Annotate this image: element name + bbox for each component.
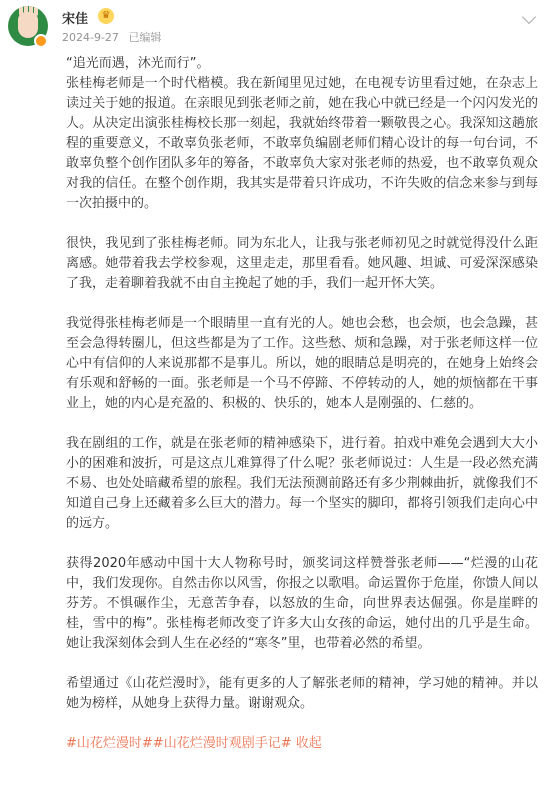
post-header	[0, 0, 550, 50]
post-paragraph: 张桂梅老师是一个时代楷模。我在新闻里见过她，在电视专访里看过她，在杂志上读过关于她的报道。在亲眼见到张老师之前，她在我心中就已经是一个闪闪发光的人。从决定出演张桂梅校长那一刻起，我就始终带着一颗敬畏之心。我深知这趟旅程的重要意义，不敢辜负张老师，不敢辜负编剧老师们精心设计的每一句台词，不敢辜负整个创作团队多年的筹备，不敢辜负大家对张老师的热爱，也不敢辜负观众对我的信任。在整个创作期，我其实是带着只许成功，不许失败的信念来参与到每一次拍摄中的。	[66, 76, 538, 211]
post-date: 2024-9-27	[62, 31, 119, 44]
post-paragraph: 希望通过《山花烂漫时》，能有更多的人了解张老师的精神，学习她的精神。并以她为榜样，从她身上获得力量。谢谢观众。	[66, 676, 538, 711]
post-paragraph: 很快，我见到了张桂梅老师。同为东北人，让我与张老师初见之时就觉得没什么距离感。她带着我去学校参观，这里走走，那里看看。她风趣、坦诚、可爱深深感染了我，走着聊着我就不由自主挽起了她的手，我们一起开怀大笑。	[66, 236, 538, 291]
post-paragraph: 获得2020年感动中国十大人物称号时，颁奖词这样赞誉张老师——“烂漫的山花中，我们发现你。自然击你以风雪，你报之以歌唱。命运置你于危崖，你馈人间以芬芳。不惧碾作尘，无意苦争春，以怒放的生命，向世界表达倔强。你是崖畔的桂，雪中的梅”。张桂梅老师改变了许多大山女孩的命运，她付出的几乎是生命。她让我深刻体会到人生在必经的“寒冬”里，也带着必然的希望。	[66, 556, 538, 651]
hashtag-link[interactable]: #山花烂漫时观剧手记#	[152, 736, 292, 751]
post-body	[66, 54, 538, 754]
post-paragraph: 我在剧组的工作，就是在张老师的精神感染下，进行着。拍戏中难免会遇到大大小小的困难和波折，可是这点儿难算得了什么呢？张老师说过：人生是一段必然充满不易、也处处暗藏希望的旅程。我们无法预测前路还有多少荆棘曲折，就像我们不知道自己身上还藏着多么巨大的潜力。每一个坚实的脚印，都将引领我们走向心中的远方。	[66, 436, 538, 531]
verified-badge-icon	[34, 34, 48, 48]
post-paragraph: “追光而遇，沐光而行”。	[66, 56, 210, 71]
hashtag-link[interactable]: #山花烂漫时#	[66, 736, 153, 751]
post-meta	[62, 29, 167, 45]
hand-icon	[18, 12, 38, 38]
post-tags	[66, 734, 538, 754]
chevron-down-icon[interactable]	[522, 10, 536, 24]
user-name[interactable]: 宋佳	[62, 12, 89, 27]
collapse-link[interactable]: 收起	[295, 736, 322, 751]
edited-label[interactable]: 已编辑	[128, 31, 162, 44]
post-paragraph: 我觉得张桂梅老师是一个眼睛里一直有光的人。她也会愁，也会烦，也会急躁，甚至会急得转圈儿，但这些都是为了工作。这些愁、烦和急躁，对于张老师这样一位心中有信仰的人来说那都不是事儿。所以，她的眼睛总是明亮的，在她身上始终会有乐观和舒畅的一面。张老师是一个马不停蹄、不停转动的人，她的烦恼都在干事业上，她的内心是充盈的、积极的、快乐的，她本人是刚强的、仁慈的。	[66, 316, 538, 411]
crown-icon: ♛	[98, 8, 114, 24]
